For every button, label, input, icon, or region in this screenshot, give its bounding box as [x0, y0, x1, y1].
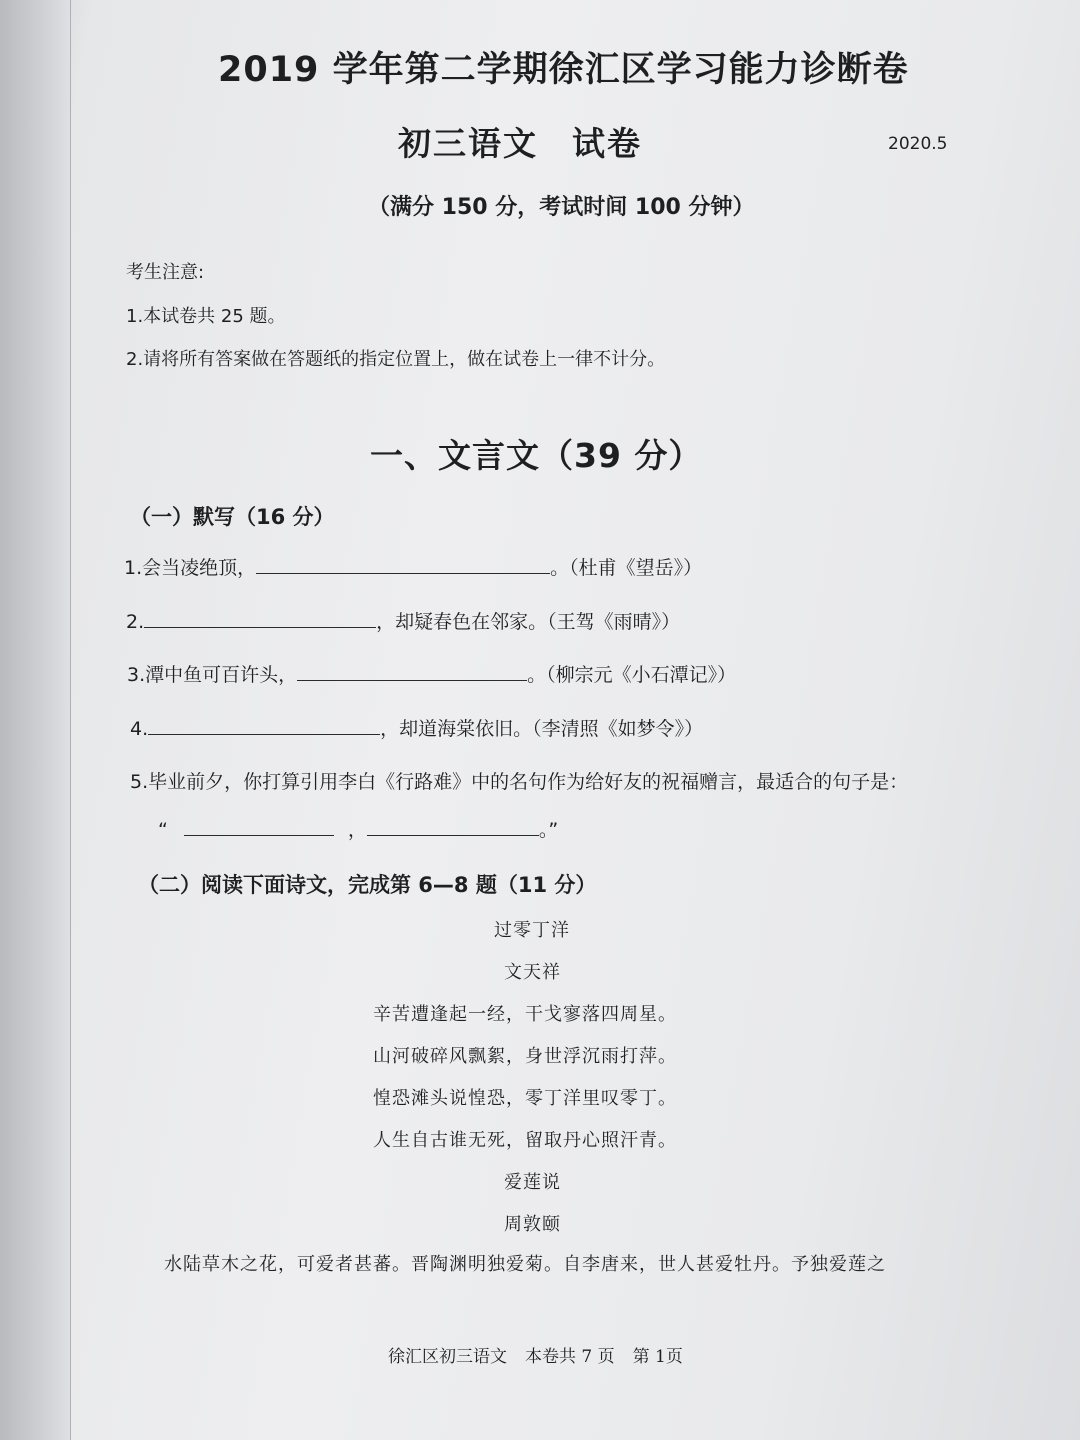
poem-line: 山河破碎风飘絮，身世浮沉雨打萍。: [373, 1046, 677, 1067]
answer-blank: [367, 817, 539, 836]
exam-subtitle: [398, 118, 642, 165]
question-number: 2.: [126, 611, 145, 633]
essay-text: 水陆草木之花，可爱者甚蕃。晋陶渊明独爱菊。自李唐来，世人甚爱牡丹。予独爱莲之: [164, 1254, 886, 1275]
footer-district: 徐汇区初三语文: [388, 1347, 507, 1367]
question-text: 1.会当凌绝顶，: [124, 557, 257, 579]
poem-line: 惶恐滩头说惶恐，零丁洋里叹零丁。: [373, 1088, 677, 1109]
poem-line: 人生自古谁无死，留取丹心照汗青。: [373, 1130, 677, 1151]
comma: ，: [347, 819, 367, 841]
question-text: ，却疑春色在邻家。（王驾《雨晴》）: [376, 611, 681, 633]
notice-heading: 考生注意:: [126, 262, 205, 283]
question-text: 3.潭中鱼可百许头，: [127, 664, 298, 686]
answer-blank: [256, 555, 550, 574]
previous-page-edge: [0, 0, 71, 1440]
poem-line: 辛苦遭逢起一经，干戈寥落四周星。: [373, 1004, 677, 1025]
poem-title: 过零丁洋: [494, 920, 570, 941]
essay-author: 周敦颐: [504, 1214, 561, 1235]
open-quote: “: [158, 819, 168, 841]
paper-label: 试卷: [572, 124, 642, 163]
answer-blank: [148, 716, 380, 735]
section-title: 一、文言文（39 分）: [370, 436, 703, 475]
answer-blank: [297, 662, 527, 681]
notice-item: 2.请将所有答案做在答题纸的指定位置上，做在试卷上一律不计分。: [126, 349, 666, 370]
subsection-title: （二）阅读下面诗文，完成第 6—8 题（11 分）: [138, 873, 597, 897]
footer-page-count: 本卷共 7 页: [525, 1347, 615, 1367]
subject-label: 初三语文: [398, 124, 538, 163]
subsection-title: （一）默写（16 分）: [130, 505, 335, 529]
question-source: 。（杜甫《望岳》）: [550, 557, 703, 579]
poem-author: 文天祥: [504, 962, 561, 983]
footer-page-number: 第 1页: [632, 1347, 683, 1367]
answer-blank: [144, 609, 376, 628]
question-text: ，却道海棠依旧。（李清照《如梦令》）: [380, 718, 704, 740]
exam-title: 2019 学年第二学期徐汇区学习能力诊断卷: [218, 50, 909, 90]
essay-title: 爱莲说: [504, 1172, 561, 1193]
question-2: [126, 607, 680, 634]
question-4: [130, 714, 703, 741]
close-quote: 。”: [538, 819, 559, 841]
answer-blank: [184, 817, 334, 836]
score-info: （满分 150 分，考试时间 100 分钟）: [368, 195, 755, 220]
question-5-answer: [158, 815, 558, 842]
exam-date: 2020.5: [888, 134, 948, 154]
question-3: [127, 660, 736, 687]
page-footer: [388, 1342, 683, 1367]
question-source: 。（柳宗元《小石潭记》）: [527, 664, 737, 686]
notice-item: 1.本试卷共 25 题。: [126, 306, 286, 327]
question-5: 5.毕业前夕，你打算引用李白《行路难》中的名句作为给好友的祝福赠言，最适合的句子是：: [130, 771, 909, 793]
question-1: [124, 553, 702, 580]
question-number: 4.: [130, 718, 149, 740]
